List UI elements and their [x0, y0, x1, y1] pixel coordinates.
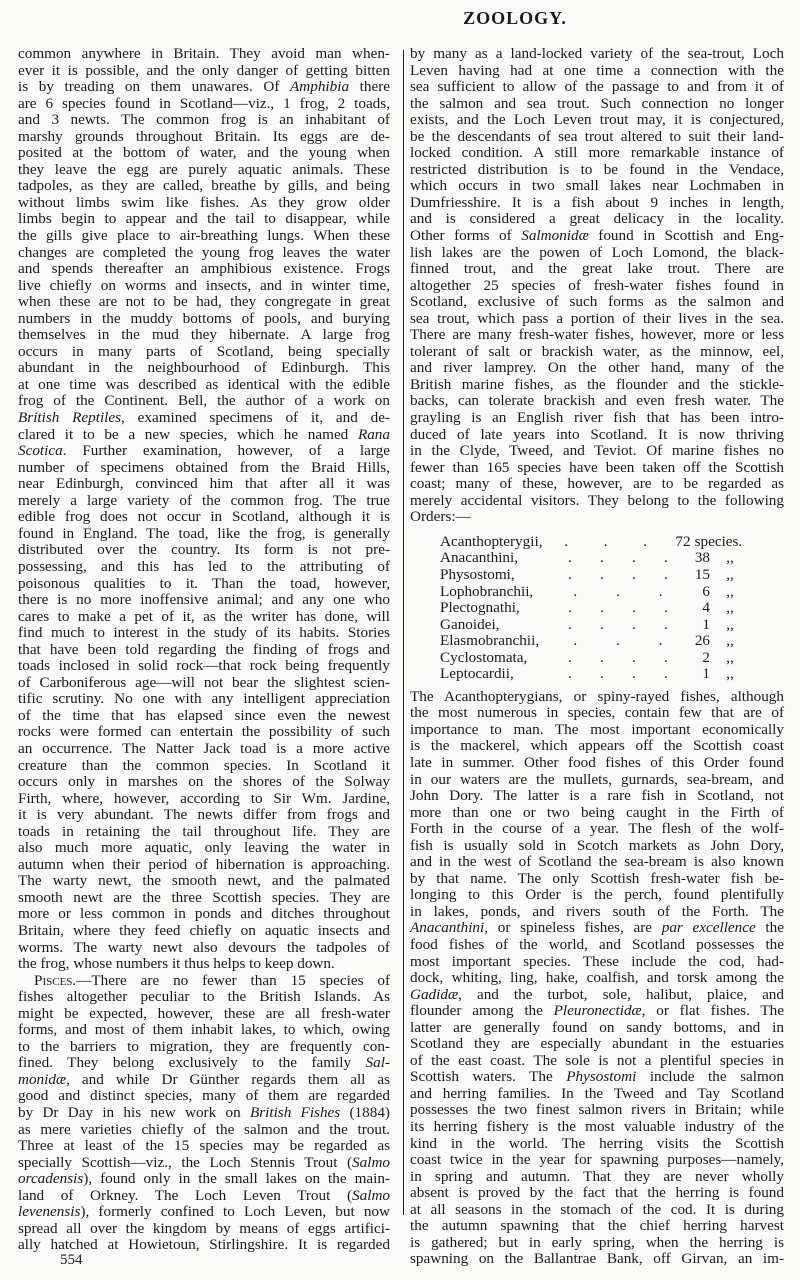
leader-dot: .: [632, 615, 636, 633]
text-line: The warty newt, the smooth newt, and the palmated: [18, 872, 390, 890]
text-line: in spring and autumn. That they are never wholly: [410, 1167, 784, 1185]
order-row: [440, 584, 750, 601]
text-line: flounder among the Pleuronectidæ, or flat fishes. The: [410, 1002, 784, 1020]
leader-dots: [550, 600, 682, 617]
text-line: Anacanthini, or spineless fishes, are par excellence the: [410, 919, 784, 937]
leader-dots: [550, 567, 682, 584]
text-line: monidæ, and while Dr Günther regards them all as: [18, 1070, 390, 1088]
text-line: lish lakes are the powen of Loch Lomond, the black-: [410, 243, 784, 261]
text-line: good and distinct species, many of them are regarded: [18, 1087, 390, 1105]
text-line: live chiefly on worms and insects, and in winter time,: [18, 276, 390, 294]
text-line: frog of the Continent. Bell, the author of a work on: [18, 392, 390, 410]
order-species-count: 1: [702, 615, 710, 633]
text-line: The Acanthopterygians, or spiny-rayed fishes, although: [410, 687, 784, 705]
text-line: orcadensis), found only in the small lakes on the main-: [18, 1170, 390, 1188]
text-line: duced of late years into Scotland. It is now thriving: [410, 425, 784, 443]
leader-dot: .: [643, 532, 647, 550]
text-line: restricted distribution is to be found in the Vendace,: [410, 160, 784, 178]
text-line: specially Scottish—viz., the Loch Stennis Trout (Salmo: [18, 1153, 390, 1171]
text-line: and herring families. In the Tweed and Tay Scotland: [410, 1084, 784, 1102]
leader-dot: .: [658, 582, 663, 600]
text-line: Pisces.—There are no fewer than 15 species of: [34, 971, 390, 989]
text-line: backs, can tolerate brackish and even fresh water. The: [410, 392, 784, 410]
text-line: worms. The warty newt also devours the tadpoles of: [18, 938, 390, 956]
text-line: the autumn spawning that the chief herring harvest: [410, 1217, 784, 1235]
page-title: ZOOLOGY.: [463, 8, 567, 28]
text-line: fishes altogether peculiar to the British Islands. As: [18, 988, 390, 1006]
text-line: in the Clyde, Tweed, and Teviot. Of marine fishes no: [410, 442, 784, 460]
leader-dot: .: [600, 648, 604, 666]
text-line: land of Orkney. The Loch Leven Trout (Salmo: [18, 1186, 390, 1204]
text-line: more than one or two being caught in the Firth of: [410, 803, 784, 821]
leader-dot: .: [664, 648, 668, 666]
text-line: Other forms of Salmonidæ found in Scottish and Eng-: [410, 227, 784, 245]
text-line: ally hatched at Howietoun, Stirlingshire. It is regarded: [18, 1236, 390, 1254]
leader-dot: .: [568, 648, 572, 666]
order-species-count: 1: [702, 665, 710, 683]
text-line: more or less common in ponds and ditches throughout: [18, 905, 390, 923]
text-line: levenensis), formerly confined to Loch Leven, but now: [18, 1203, 390, 1221]
leader-dot: .: [600, 599, 604, 617]
text-line: of Carboniferous age—will not bear the slightest scien-: [18, 673, 390, 691]
text-line: coast; many of these, however, are to be regarded as: [410, 475, 784, 493]
right-column: [410, 46, 784, 1268]
order-row: [440, 650, 750, 667]
text-line: occurs only in marshes on the shores of the Solway: [18, 773, 390, 791]
leader-dot: .: [573, 582, 578, 600]
text-line: Leven having had at one time a connection with the: [410, 61, 784, 79]
order-unit: ,,: [726, 632, 734, 650]
text-line: dock, whiting, ling, hake, coalfish, and torsk among the: [410, 969, 784, 987]
text-line: clared it to be a new species, which he named Rana: [18, 425, 390, 443]
order-name: Cyclostomata,: [440, 648, 528, 666]
leader-dot: .: [616, 582, 620, 600]
text-line: locked condition. A still more remarkable instance of: [410, 144, 784, 162]
text-line: toads inclosed in solid rock—that rock being frequently: [18, 657, 390, 675]
leader-dots: [550, 633, 682, 650]
order-species-count: 2: [702, 648, 710, 666]
text-line: British marine fishes, as the flounder and the stickle-: [410, 375, 784, 393]
order-unit: ,,: [726, 565, 734, 583]
text-line: occurs in many parts of Scotland, being specially: [18, 342, 390, 360]
text-line: spawning on the Ballantrae Bank, off Girvan, an im-: [410, 1250, 784, 1268]
text-line: found in England. The toad, like the frog, is generally: [18, 524, 390, 542]
text-line: themselves in the mud they hibernate. A large frog: [18, 326, 390, 344]
order-row: [440, 534, 750, 551]
order-unit: species.: [694, 532, 743, 550]
order-unit: ,,: [726, 599, 734, 617]
running-header: [0, 8, 800, 29]
order-species-count: 15: [694, 565, 710, 583]
leader-dot: .: [632, 665, 636, 683]
text-line: Scotica. Further examination, however, of a large: [18, 442, 390, 460]
text-line: might be expected, however, these are all fresh-water: [18, 1004, 390, 1022]
leader-dot: .: [664, 599, 668, 617]
order-row: [440, 550, 750, 567]
text-line: Scotland, exclusive of such forms as the salmon and: [410, 293, 784, 311]
leader-dot: .: [664, 665, 668, 683]
leader-dot: .: [573, 632, 578, 650]
leader-dot: .: [568, 565, 572, 583]
text-line: they leave the egg are purely aquatic animals. These: [18, 160, 390, 178]
text-line: marshy grounds throughout Britain. Its eggs are de-: [18, 127, 390, 145]
text-line: of the east coast. The sole is not a plentiful species in: [410, 1051, 784, 1069]
order-unit: ,,: [726, 615, 734, 633]
text-line: smooth newt are the three Scottish species. They are: [18, 888, 390, 906]
orders-table: [440, 534, 750, 683]
text-line: the frog, whose numbers it thus helps to keep down.: [18, 955, 335, 973]
order-name: Elasmobranchii,: [440, 632, 540, 650]
leader-dots: [550, 584, 682, 601]
text-line: Three at least of the 15 species may be regarded as: [18, 1137, 390, 1155]
text-line: Firth, where, however, according to Sir Wm. Jardine,: [18, 789, 390, 807]
text-line: coast twice in the year for spawning purposes—namely,: [410, 1151, 784, 1169]
text-line: the most numerous in species, contain few that are of: [410, 704, 784, 722]
text-line: most important species. These include the cod, had-: [410, 952, 784, 970]
text-line: ever it is possible, and the only danger of getting bitten: [18, 61, 390, 79]
leader-dot: .: [600, 665, 604, 683]
leader-dot: .: [568, 599, 572, 617]
order-name: Ganoidei,: [440, 615, 500, 633]
text-line: as mere varieties chiefly of the salmon and the trout.: [18, 1120, 390, 1138]
leader-dot: .: [600, 615, 604, 633]
leader-dot: .: [664, 549, 668, 567]
text-line: longing to this Order is the perch, found plentifully: [410, 886, 784, 904]
right-column-top-text: [410, 46, 784, 526]
text-line: at all seasons in the stomach of the cod. It is during: [410, 1200, 784, 1218]
text-line: absent is proved by the fact that the herring is found: [410, 1184, 784, 1202]
text-line: fined. They belong exclusively to the family Sal-: [18, 1054, 390, 1072]
text-line: and river lamprey. On the other hand, many of the: [410, 359, 784, 377]
text-line: cares to make a pet of it, as the writer has done, will: [18, 607, 390, 625]
text-line: by that name. The only Scottish fresh-water fish be-: [410, 869, 784, 887]
order-name: Leptocardii,: [440, 665, 514, 683]
leader-dots: [550, 550, 682, 567]
text-line: fewer than 165 species have been taken off the Scottish: [410, 458, 784, 476]
text-line: tolerant of salt or brackish water, as the minnow, eel,: [410, 342, 784, 360]
text-line: the gills give place to air-breathing lungs. When these: [18, 227, 390, 245]
leader-dot: .: [632, 565, 636, 583]
order-row: [440, 617, 750, 634]
order-name: Acanthopterygii,: [440, 532, 543, 550]
text-line: find much to interest in the study of its habits. Stories: [18, 624, 390, 642]
text-line: forms, and most of them inhabit lakes, to which, owing: [18, 1021, 390, 1039]
text-line: Forth in the course of a year. The flesh of the wolf-: [410, 820, 784, 838]
order-unit: ,,: [726, 582, 734, 600]
text-line: by many as a land-locked variety of the sea-trout, Loch: [410, 45, 784, 62]
text-line: tadpoles, as they are called, breathe by gills, and being: [18, 177, 390, 195]
leader-dots: [550, 650, 682, 667]
leader-dot: .: [568, 665, 572, 683]
text-line: possesses the two finest salmon rivers in Britain; while: [410, 1101, 784, 1119]
order-species-count: 4: [702, 599, 710, 617]
order-name: Anacanthini,: [440, 549, 519, 567]
leader-dot: .: [632, 648, 636, 666]
text-line: to the barriers to migration, they are frequently con-: [18, 1037, 390, 1055]
text-line: Gadidæ, and the turbot, sole, halibut, plaice, and: [410, 985, 784, 1003]
text-line: edible frog does not occur in Scotland, although it is: [18, 508, 390, 526]
leader-dot: .: [658, 632, 663, 650]
text-line: near Edinburgh, convinced him that after all it was: [18, 475, 390, 493]
order-row: [440, 633, 750, 650]
text-line: changes are completed the young frog leaves the water: [18, 243, 390, 261]
leader-dot: .: [664, 565, 668, 583]
text-line: sea sufficient to allow of the passage to and from it of: [410, 78, 784, 96]
text-line: and 3 newts. The common frog is an inhabitant of: [18, 111, 390, 129]
leader-dot: .: [564, 532, 569, 550]
text-line: posited at the bottom of water, and the young when: [18, 144, 390, 162]
text-line: Britain, where they feed chiefly on aquatic insects and: [18, 921, 390, 939]
text-line: food fishes of the world, and Scotland possesses the: [410, 935, 784, 953]
text-line: in our waters are the mullets, gurnards, sea-bream, and: [410, 770, 784, 788]
text-line: be the descendants of sea trout altered to suit their land-: [410, 127, 784, 145]
text-line: there is no more inoffensive animal; and any one who: [18, 591, 390, 609]
text-line: number of specimens obtained from the Braid Hills,: [18, 458, 390, 476]
order-unit: ,,: [726, 648, 734, 666]
order-row: [440, 567, 750, 584]
leader-dot: .: [600, 549, 604, 567]
text-line: British Reptiles, examined specimens of it, and de-: [18, 409, 390, 427]
order-name: Lophobranchii,: [440, 582, 534, 600]
text-line: is by treading on them unawares. Of Amphibia there: [18, 78, 390, 96]
order-row: [440, 600, 750, 617]
text-line: it is very abundant. The newts differ from frogs and: [18, 806, 390, 824]
text-line: also much more aquatic, only leaving the water in: [18, 839, 390, 857]
text-line: distributed over the country. Its form is not pre-: [18, 541, 390, 559]
text-line: autumn when their period of hibernation is approaching.: [18, 855, 390, 873]
text-line: altogether 25 species of fresh-water fishes found in: [410, 276, 784, 294]
text-line: spread all over the kingdom by means of eggs artifici-: [18, 1219, 390, 1237]
text-line: the salmon and sea trout. Such connection no longer: [410, 94, 784, 112]
text-line: tific scrutiny. No one with any intelligent appreciation: [18, 690, 390, 708]
text-line: by Dr Day in his new work on British Fishes (1884): [18, 1104, 390, 1121]
order-species-count: 72: [675, 532, 691, 550]
text-line: rocks were formed can entertain the possibility of such: [18, 723, 390, 741]
text-line: Dumfriesshire. It is a fish about 9 inches in length,: [410, 193, 784, 211]
text-line: Scotland they are especially abundant in the estuaries: [410, 1035, 784, 1053]
text-line: an occurrence. The Natter Jack toad is a more active: [18, 739, 390, 757]
leader-dot: .: [632, 549, 636, 567]
left-column: [18, 46, 390, 1254]
text-line: Orders:—: [410, 508, 471, 526]
text-line: and spends thereafter an amphibious existence. Frogs: [18, 260, 390, 278]
text-line: John Dory. The latter is a rare fish in Scotland, not: [410, 787, 784, 805]
text-line: creature than the common species. In Scotland it: [18, 756, 390, 774]
text-line: and is considered a great delicacy in the locality.: [410, 210, 784, 228]
text-line: without limbs swim like fishes. As they grow older: [18, 193, 390, 211]
order-name: Plectognathi,: [440, 599, 520, 617]
leader-dot: .: [603, 532, 608, 550]
order-species-count: 6: [702, 582, 710, 600]
text-line: sea trout, which pass a portion of their lives in the sea.: [410, 309, 784, 327]
text-line: late in summer. Other food fishes of this Order found: [410, 753, 784, 771]
text-line: grayling is an English river fish that has been intro-: [410, 409, 784, 427]
text-line: possessing, and this has led to the attributing of: [18, 557, 390, 575]
text-line: in lakes, ponds, and rivers south of the Forth. The: [410, 902, 784, 920]
leader-dots: [550, 617, 682, 634]
text-line: of the time that has elapsed since even the newest: [18, 706, 390, 724]
text-line: abundant in the neighbourhood of Edinburgh. This: [18, 359, 390, 377]
text-line: importance to man. The most important economically: [410, 720, 784, 738]
text-line: fish is usually sold in Scotch markets as John Dory,: [410, 836, 784, 854]
leader-dot: .: [600, 565, 604, 583]
leader-dot: .: [616, 632, 620, 650]
text-line: which occurs in two small lakes near Lochmaben in: [410, 177, 784, 195]
page-number: 554: [60, 1252, 83, 1268]
text-line: its herring fishery is the most valuable industry of the: [410, 1118, 784, 1135]
text-line: toads in retaining the tail throughout life. They are: [18, 822, 390, 840]
order-species-count: 26: [694, 632, 710, 650]
text-line: latter are generally found on sandy bottoms, and in: [410, 1018, 784, 1036]
order-row: [440, 666, 750, 683]
leader-dot: .: [568, 615, 572, 633]
column-divider: [403, 50, 404, 1215]
text-line: limbs begin to appear and the tail to disappear, while: [18, 210, 390, 228]
leader-dot: .: [664, 615, 668, 633]
text-line: There are many fresh-water fishes, however, more or less: [410, 326, 784, 344]
text-line: finned trout, and the great lake trout. There are: [410, 260, 784, 278]
text-line: common anywhere in Britain. They avoid man when-: [18, 45, 390, 62]
text-line: and in the west of Scotland the sea-bream is also known: [410, 853, 784, 871]
order-unit: ,,: [726, 665, 734, 683]
text-line: are 6 species found in Scotland—viz., 1 frog, 2 toads,: [18, 94, 390, 112]
right-column-bottom-text: [410, 689, 784, 1268]
text-line: kind in the world. The herring visits the Scottish: [410, 1134, 784, 1152]
leader-dot: .: [632, 599, 636, 617]
order-unit: ,,: [726, 549, 734, 567]
text-line: Scottish waters. The Physostomi include the salmon: [410, 1068, 784, 1086]
text-line: is gathered; but in early spring, when the herring is: [410, 1233, 784, 1251]
leader-dots: [543, 534, 665, 551]
text-line: when these are not to be had, they congregate in great: [18, 293, 390, 311]
text-line: merely a large variety of the common frog. The true: [18, 491, 390, 509]
text-line: is the mackerel, which appears off the Scottish coast: [410, 737, 784, 755]
text-line: merely accidental visitors. They belong to the following: [410, 491, 784, 509]
order-species-count: 38: [694, 549, 710, 567]
order-name: Physostomi,: [440, 565, 515, 583]
leader-dot: .: [568, 549, 572, 567]
text-line: that have been told regarding the finding of frogs and: [18, 640, 390, 658]
text-line: exists, and the Loch Leven trout may, it is conjectured,: [410, 111, 784, 129]
text-line: at one time was described as identical with the edible: [18, 375, 390, 393]
text-line: poisonous qualities to it. Than the toad, however,: [18, 574, 390, 592]
leader-dots: [550, 666, 682, 683]
text-line: numbers in the muddy bottoms of pools, and burying: [18, 309, 390, 327]
